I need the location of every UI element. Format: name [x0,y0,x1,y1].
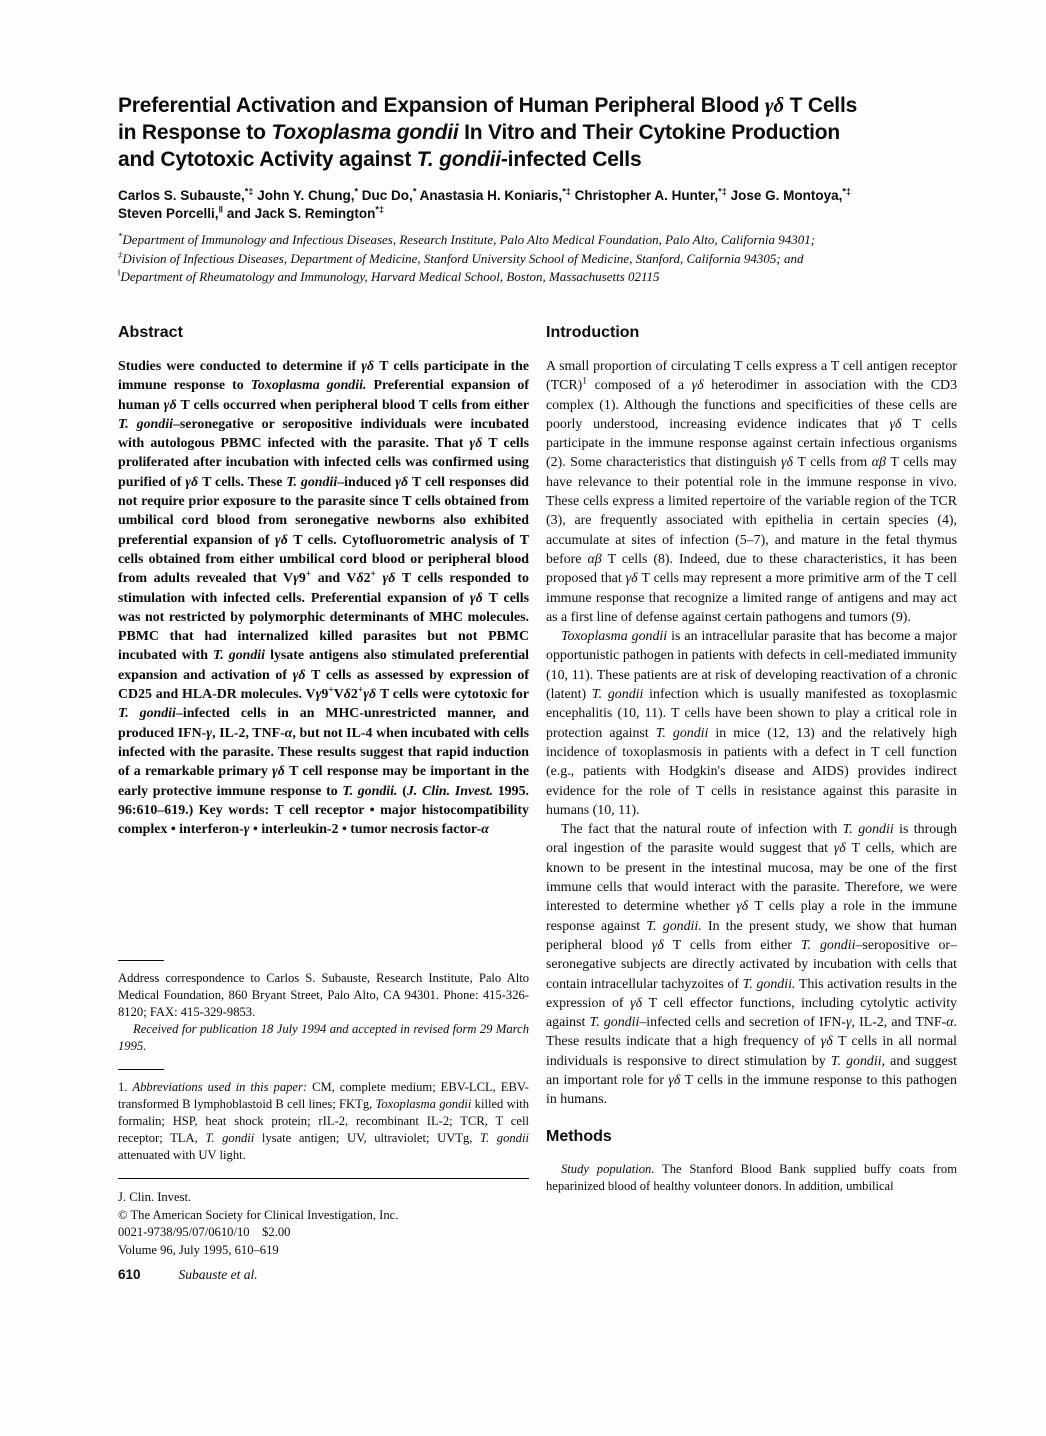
page-footer [118,1266,529,1284]
right-column [546,324,957,1196]
page-number: 610 [118,1267,141,1282]
introduction-paragraph: A small proportion of circulating T cells express a T cell antigen receptor (TCR)$^1$ composed of a γδ heterodimer in association with the CD3 complex (1). Although the functions and specificities of these cells are poorly understood, increasing evidence indicates that γδ T cells participate in the immune response against certain infectious organisms (2). Some characteristics that distinguish γδ T cells from αβ T cells may have relevance to their potential role in the immune response in vivo. These cells express a limited repertoire of the variable region of the TCR (3), are frequently associated with epithelia in certain species (4), accumulate at sites of infection (5–7), and mature in the fetal thymus before αβ T cells (8). Indeed, due to these characteristics, it has been proposed that γδ T cells may represent a more primitive arm of the T cell immune response that recognize a limited range of antigens and may act as a first line of defense against certain pathogens and tumors (9). [546,359,958,625]
authors-line: Steven Porcelli,‖ and Jack S. Remington*‡ [118,204,385,221]
journal-info [118,1189,529,1259]
title-line: in Response to Toxoplasma gondii In Vitro and Their Cytokine Production [118,121,841,144]
authors-line: Carlos S. Subauste,*‡ John Y. Chung,* Duc Do,* Anastasia H. Koniaris,*‡ Christopher A. Hunter,*‡ Jose G. Montoya,*‡ [118,186,852,203]
introduction-paragraph: Toxoplasma gondii is an intracellular parasite that has become a major opportunistic pathogen in patients with defects in cell-mediated immunity (10, 11). These patients are at risk of developing reactivation of a chronic (latent) T. gondii infection which is usually manifested as toxoplasmic encephalitis (10, 11). T cells have been shown to play a critical role in protection against T. gondii in mice (12, 13) and the relatively high incidence of toxoplasmosis in patients with a defect in T cell function (e.g., patients with Hodgkin's disease and AIDS) provides indirect evidence for the role of T cells in resistance against this parasite in humans (10, 11). [546,629,958,818]
introduction-paragraph: The fact that the natural route of infection with T. gondii is through oral ingestion of the parasite would suggest that γδ T cells, which are known to be present in the intestinal mucosa, may be one of the first immune cells that would interact with the parasite. Therefore, we were interested to determine whether γδ T cells play a role in the immune response against T. gondii. In the present study, we show that human peripheral blood γδ T cells from either T. gondii–seropositive or–seronegative subjects are directly activated by incubation with cells that contain intracellular tachyzoites of T. gondii. This activation results in the expression of γδ T cell effector functions, including cytolytic activity against T. gondii–infected cells and secretion of IFN-γ, IL-2, and TNF-α. These results indicate that a high frequency of γδ T cells in all normal individuals is responsive to direct stimulation by T. gondii, and suggest an important role for γδ T cells in the immune response to this pathogen in humans. [546,822,958,1108]
journal-volume: Volume 96, July 1995, 610–619 [118,1242,279,1257]
affiliation-line: ‖Department of Rheumatology and Immunology, Harvard Medical School, Boston, Massachusetts 02115 [118,267,660,284]
abstract-heading: Abstract [118,324,183,341]
introduction-heading: Introduction [546,324,640,341]
methods-heading: Methods [546,1127,612,1145]
footnote-rule [118,960,164,961]
affiliation-line: *Department of Immunology and Infectious Diseases, Research Institute, Palo Alto Medical Foundation, Palo Alto, California 94301; [118,230,816,247]
author-list [118,187,963,223]
footnote-rule [118,1069,164,1070]
received-note: Received for publication 18 July 1994 and accepted in revised form 29 March 1995. [118,1022,529,1053]
journal-issn: 0021-9738/95/07/0610/10 $2.00 [118,1225,291,1239]
title-line: and Cytotoxic Activity against T. gondii-infected Cells [118,148,642,171]
left-column [118,324,529,839]
journal-rule [118,1178,529,1179]
running-authors: Subauste et al. [178,1267,258,1282]
journal-name: J. Clin. Invest. [118,1190,192,1204]
footnote-block [118,960,529,1259]
abstract-text: Studies were conducted to determine if γδ T cells participate in the immune response to Toxoplasma gondii. Preferential expansion of human γδ T cells occurred when peripheral blood T cells from either T. gondii–seronegative or seropositive individuals were incubated with autologous PBMC infected with the parasite. That γδ T cells proliferated after incubation with infected cells was confirmed using purified of γδ T cells. These T. gondii–induced γδ T cell responses did not require prior exposure to the parasite since T cells obtained from umbilical cord blood from seronegative newborns also exhibited preferential expansion of γδ T cells. Cytofluorometric analysis of T cells obtained from either umbilical cord blood or peripheral blood from adults revealed that Vγ9+ and Vδ2+ γδ T cells responded to stimulation with infected cells. Preferential expansion of γδ T cells was not restricted by polymorphic determinants of MHC molecules. PBMC that had internalized killed parasites but not PBMC incubated with T. gondii lysate antigens also stimulated preferential expansion and activation of γδ T cells as assessed by expression of CD25 and HLA-DR molecules. Vγ9+Vδ2+γδ T cells were cytotoxic for T. gondii–infected cells in an MHC-unrestricted manner, and produced IFN-γ, IL-2, TNF-α, but not IL-4 when incubated with cells infected with the parasite. These results suggest that rapid induction of a remarkable primary γδ T cell response may be important in the early protective immune response to T. gondii. (J. Clin. Invest. 1995. 96:610–619.) Key words: T cell receptor • major histocompatibility complex • interferon-γ • interleukin-2 • tumor necrosis factor-α [118,359,530,838]
journal-copyright: © The American Society for Clinical Investigation, Inc. [118,1207,399,1222]
title-line: Preferential Activation and Expansion of Human Peripheral Blood γδ T Cells [118,93,858,117]
affiliation-line: ‡Division of Infectious Diseases, Department of Medicine, Stanford University School of Medicine, Stanford, California 94305; and [118,249,804,266]
page-title [118,92,963,173]
abbreviations-note: 1. Abbreviations used in this paper: CM, complete medium; EBV-LCL, EBV-transformed B lymphoblastoid B cell lines; FKTg, Toxoplasma gondii killed with formalin; HSP, heat shock protein; rIL-2, recombinant IL-2; TCR, T cell receptor; TLA, T. gondii lysate antigen; UV, ultraviolet; UVTg, T. gondii attenuated with UV light. [118,1080,530,1162]
paper-header [118,92,963,287]
methods-paragraph: Study population. The Stanford Blood Bank supplied buffy coats from heparinized blood of healthy volunteer donors. In addition, umbilical [546,1161,957,1194]
affiliations [118,231,963,287]
correspondence-note: Address correspondence to Carlos S. Subauste, Research Institute, Palo Alto Medical Foundation, 860 Bryant Street, Palo Alto, CA 94301. Phone: 415-326-8120; FAX: 415-329-9853. [118,971,529,1019]
